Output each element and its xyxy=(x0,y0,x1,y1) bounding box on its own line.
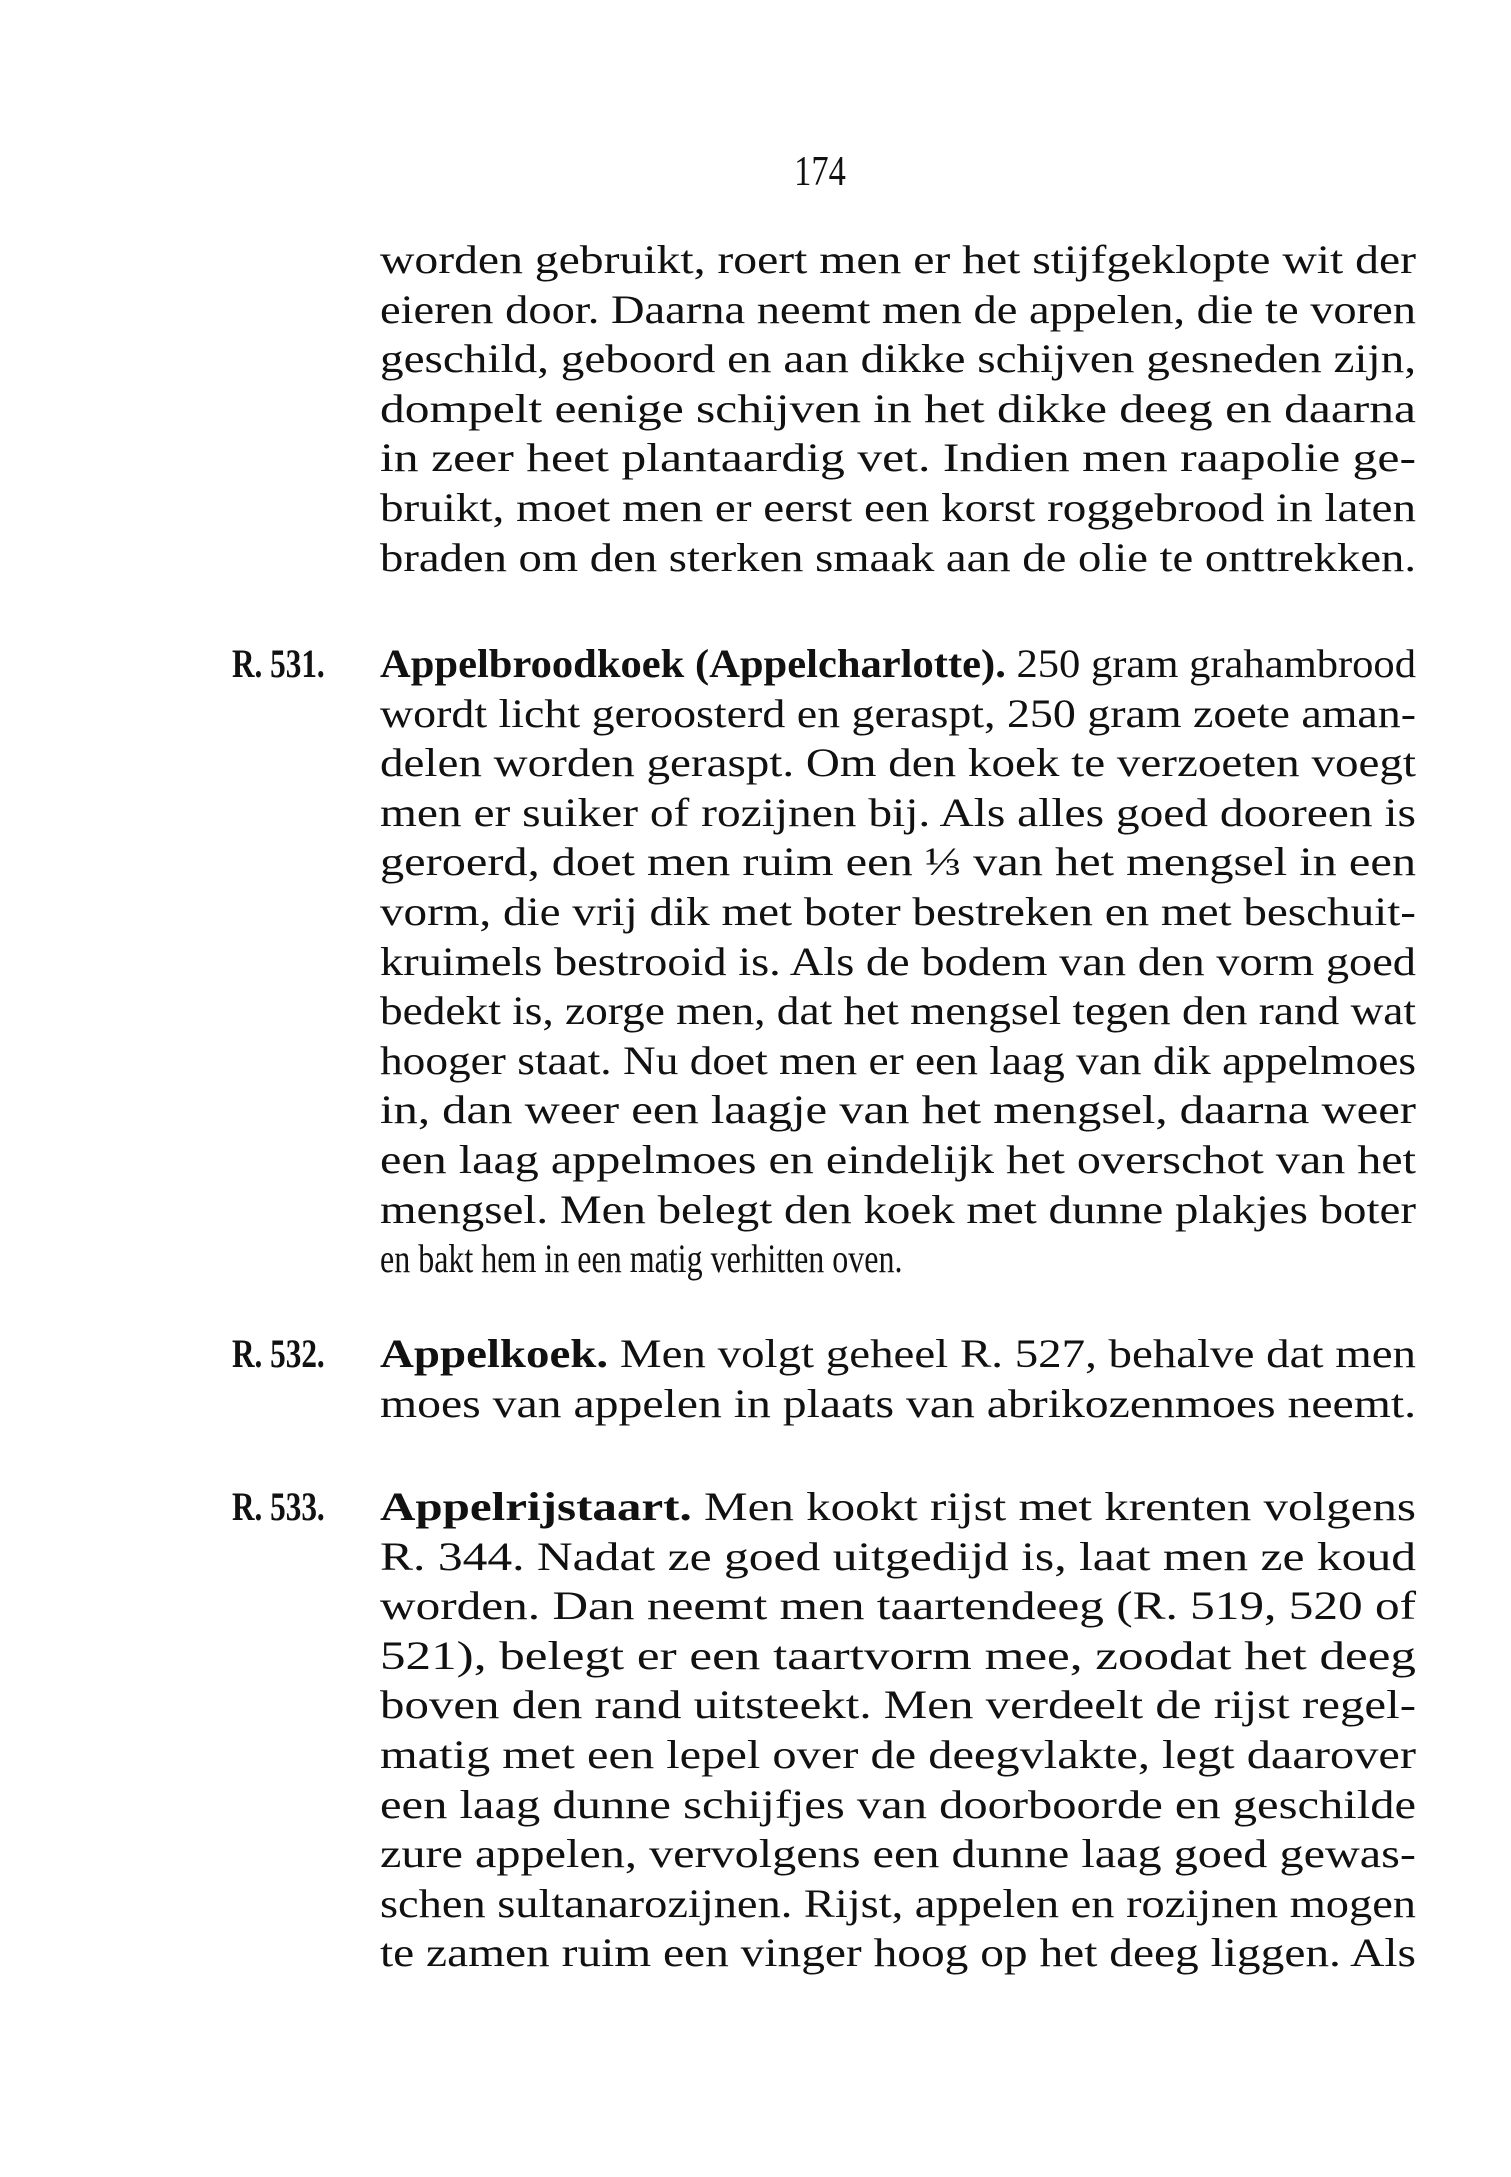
line-text: 521), belegt er een taartvorm mee, zoodat het deeg xyxy=(380,1632,1416,1678)
text-line xyxy=(380,1632,1416,1681)
recipe-title: Appelrijstaart. xyxy=(380,1484,692,1529)
text-line xyxy=(380,385,1416,434)
text-line xyxy=(380,789,1416,838)
recipe-number: R. 531. xyxy=(232,641,325,686)
line-text: moes van appelen in plaats van abrikozenmoes neemt. xyxy=(380,1380,1416,1426)
text-line xyxy=(380,1533,1416,1582)
line-text: vorm, die vrij dik met boter bestreken en met beschuit- xyxy=(380,889,1416,934)
line-text: een laag appelmoes en eindelijk het overschot van het xyxy=(380,1137,1416,1182)
recipe-number: R. 532. xyxy=(232,1331,325,1376)
line-text: geschild, geboord en aan dikke schijven gesneden zijn, xyxy=(380,336,1416,382)
text-line xyxy=(380,1086,1416,1135)
recipe-number: R. 533. xyxy=(232,1484,325,1529)
line-text: Men volgt geheel R. 527, behalve dat men xyxy=(608,1331,1416,1376)
text-line xyxy=(380,1235,1416,1284)
text-line xyxy=(380,640,1416,689)
line-text: worden. Dan neemt men taartendeeg (R. 519, 520 of xyxy=(380,1583,1416,1629)
text-line xyxy=(380,236,1416,285)
line-text: men er suiker of rozijnen bij. Als alles goed dooreen is xyxy=(380,789,1416,835)
line-text: eieren door. Daarna neemt men de appelen, die te voren xyxy=(380,286,1416,332)
text-line xyxy=(380,1380,1416,1429)
text-line xyxy=(380,690,1416,739)
line-text: een laag dunne schijfjes van doorboorde en geschilde xyxy=(380,1781,1416,1827)
text-line xyxy=(380,484,1416,533)
text-line xyxy=(380,1830,1416,1879)
text-line xyxy=(380,739,1416,788)
line-text: worden gebruikt, roert men er het stijfgeklopte wit der xyxy=(380,237,1416,282)
text-line xyxy=(380,1731,1416,1780)
line-text: bedekt is, zorge men, dat het mengsel tegen den rand wat xyxy=(380,988,1416,1034)
line-text: matig met een lepel over de deegvlakte, legt daarover xyxy=(380,1732,1416,1777)
line-text: 250 gram grahambrood xyxy=(1005,641,1416,686)
text-line xyxy=(380,1929,1416,1978)
text-line xyxy=(380,1880,1416,1929)
line-text: te zamen ruim een vinger hoog op het deeg liggen. Als xyxy=(380,1930,1416,1976)
page-number: 174 xyxy=(794,149,846,195)
line-text: dompelt eenige schijven in het dikke deeg en daarna xyxy=(380,385,1416,431)
text-line xyxy=(380,838,1416,887)
line-text: kruimels bestrooid is. Als de bodem van den vorm goed xyxy=(380,938,1416,984)
line-text: boven den rand uitsteekt. Men verdeelt de rijst regel- xyxy=(380,1682,1416,1728)
recipe-title: Appelbroodkoek (Appelcharlotte). xyxy=(380,641,1006,686)
text-line xyxy=(380,938,1416,987)
text-line xyxy=(380,434,1416,483)
line-text: geroerd, doet men ruim een ⅓ van het mengsel in een xyxy=(380,839,1416,885)
line-text: wordt licht geroosterd en geraspt, 250 gram zoete aman- xyxy=(380,690,1416,736)
line-text: in zeer heet plantaardig vet. Indien men raapolie ge- xyxy=(380,435,1416,481)
text-line xyxy=(380,1136,1416,1185)
text-line xyxy=(380,534,1416,583)
recipe-title: Appelkoek. xyxy=(380,1331,609,1376)
text-line xyxy=(380,1582,1416,1631)
line-text: schen sultanarozijnen. Rijst, appelen en rozijnen mogen xyxy=(380,1880,1416,1926)
line-text: R. 344. Nadat ze goed uitgedijd is, laat men ze koud xyxy=(380,1533,1416,1579)
text-line xyxy=(380,1681,1416,1730)
line-text: in, dan weer een laagje van het mengsel, daarna weer xyxy=(380,1087,1416,1133)
line-text: hooger staat. Nu doet men er een laag van dik appelmoes xyxy=(380,1037,1416,1083)
text-line xyxy=(380,1186,1416,1235)
text-line xyxy=(380,1781,1416,1830)
text-line xyxy=(380,1483,1416,1532)
line-text: mengsel. Men belegt den koek met dunne plakjes boter xyxy=(380,1186,1416,1232)
text-line xyxy=(380,987,1416,1036)
text-line xyxy=(380,335,1416,384)
line-text: delen worden geraspt. Om den koek te verzoeten voegt xyxy=(380,740,1416,786)
line-text: Men kookt rijst met krenten volgens xyxy=(691,1484,1416,1529)
text-line xyxy=(380,1037,1416,1086)
line-text: en bakt hem in een matig verhitten oven. xyxy=(380,1236,903,1282)
line-text: braden om den sterken smaak aan de olie te onttrekken. xyxy=(380,534,1416,580)
text-line xyxy=(380,1330,1416,1379)
line-text: bruikt, moet men er eerst een korst roggebrood in laten xyxy=(380,485,1416,530)
text-line xyxy=(380,286,1416,335)
text-line xyxy=(380,888,1416,937)
line-text: zure appelen, vervolgens een dunne laag goed gewas- xyxy=(380,1831,1416,1877)
